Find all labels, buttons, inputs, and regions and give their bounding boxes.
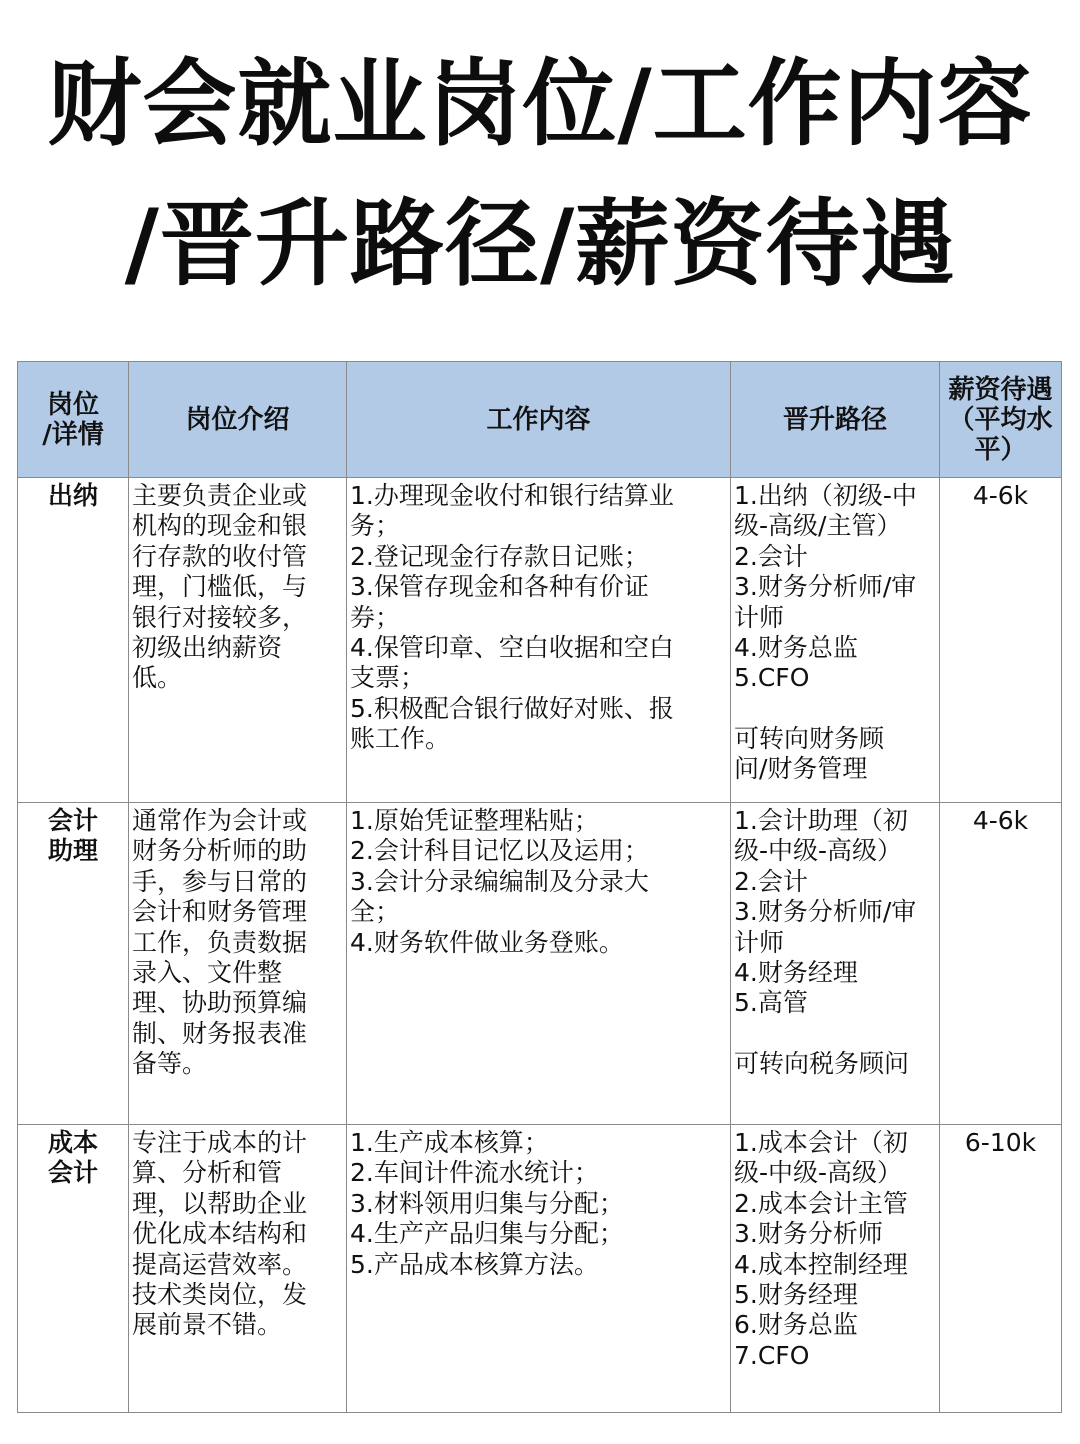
header-salary: 薪资待遇 （平均水 平） (940, 362, 1062, 478)
salary-cell: 6-10k (940, 1125, 1062, 1413)
content-cell: 1.生产成本核算； 2.车间计件流水统计； 3.材料领用归集与分配； 4.生产产品归集与分配； 5.产品成本核算方法。 (347, 1125, 731, 1413)
path-note: 可转向税务顾问 (734, 1048, 910, 1078)
header-path: 晋升路径 (731, 362, 940, 478)
career-table (17, 361, 1062, 1413)
table-header-row (18, 362, 1062, 478)
title-line-2: /晋升路径/薪资待遇 (124, 190, 956, 299)
table-row (18, 803, 1062, 1125)
role-cell: 会计 助理 (18, 803, 129, 1125)
page-title (0, 0, 1080, 350)
table-row (18, 478, 1062, 803)
content-cell: 1.办理现金收付和银行结算业 务； 2.登记现金行存款日记账； 3.保管存现金和各种有价证 券； 4.保管印章、空白收据和空白 支票； 5.积极配合银行做好对账、报 账工作。 (347, 478, 731, 803)
path-cell (731, 478, 940, 803)
path-note: 可转向财务顾 问/财务管理 (734, 723, 885, 784)
header-intro: 岗位介绍 (129, 362, 347, 478)
intro-cell: 通常作为会计或 财务分析师的助 手，参与日常的 会计和财务管理 工作，负责数据 录入、文件整 理、协助预算编 制、财务报表准 备等。 (129, 803, 347, 1125)
content-cell: 1.原始凭证整理粘贴； 2.会计科目记忆以及运用； 3.会计分录编编制及分录大 全； 4.财务软件做业务登账。 (347, 803, 731, 1125)
salary-cell: 4-6k (940, 803, 1062, 1125)
intro-cell: 专注于成本的计 算、分析和管 理，以帮助企业 优化成本结构和 提高运营效率。 技术类岗位，发 展前景不错。 (129, 1125, 347, 1413)
salary-cell: 4-6k (940, 478, 1062, 803)
intro-cell: 主要负责企业或 机构的现金和银 行存款的收付管 理，门槛低，与 银行对接较多， 初级出纳薪资 低。 (129, 478, 347, 803)
path-cell (731, 803, 940, 1125)
table-row (18, 1125, 1062, 1413)
path-steps: 1.会计助理（初 级-中级-高级） 2.会计 3.财务分析师/审 计师 4.财务经理 5.高管 (734, 806, 917, 1018)
header-content: 工作内容 (347, 362, 731, 478)
title-line-1: 财会就业岗位/工作内容 (47, 50, 1033, 159)
role-cell: 成本 会计 (18, 1125, 129, 1413)
path-steps: 1.出纳（初级-中 级-高级/主管） 2.会计 3.财务分析师/审 计师 4.财务总监 5.CFO (734, 481, 917, 693)
path-cell: 1.成本会计（初 级-中级-高级） 2.成本会计主管 3.财务分析师 4.成本控制经理 5.财务经理 6.财务总监 7.CFO (731, 1125, 940, 1413)
header-position: 岗位 /详情 (18, 362, 129, 478)
role-cell: 出纳 (18, 478, 129, 803)
